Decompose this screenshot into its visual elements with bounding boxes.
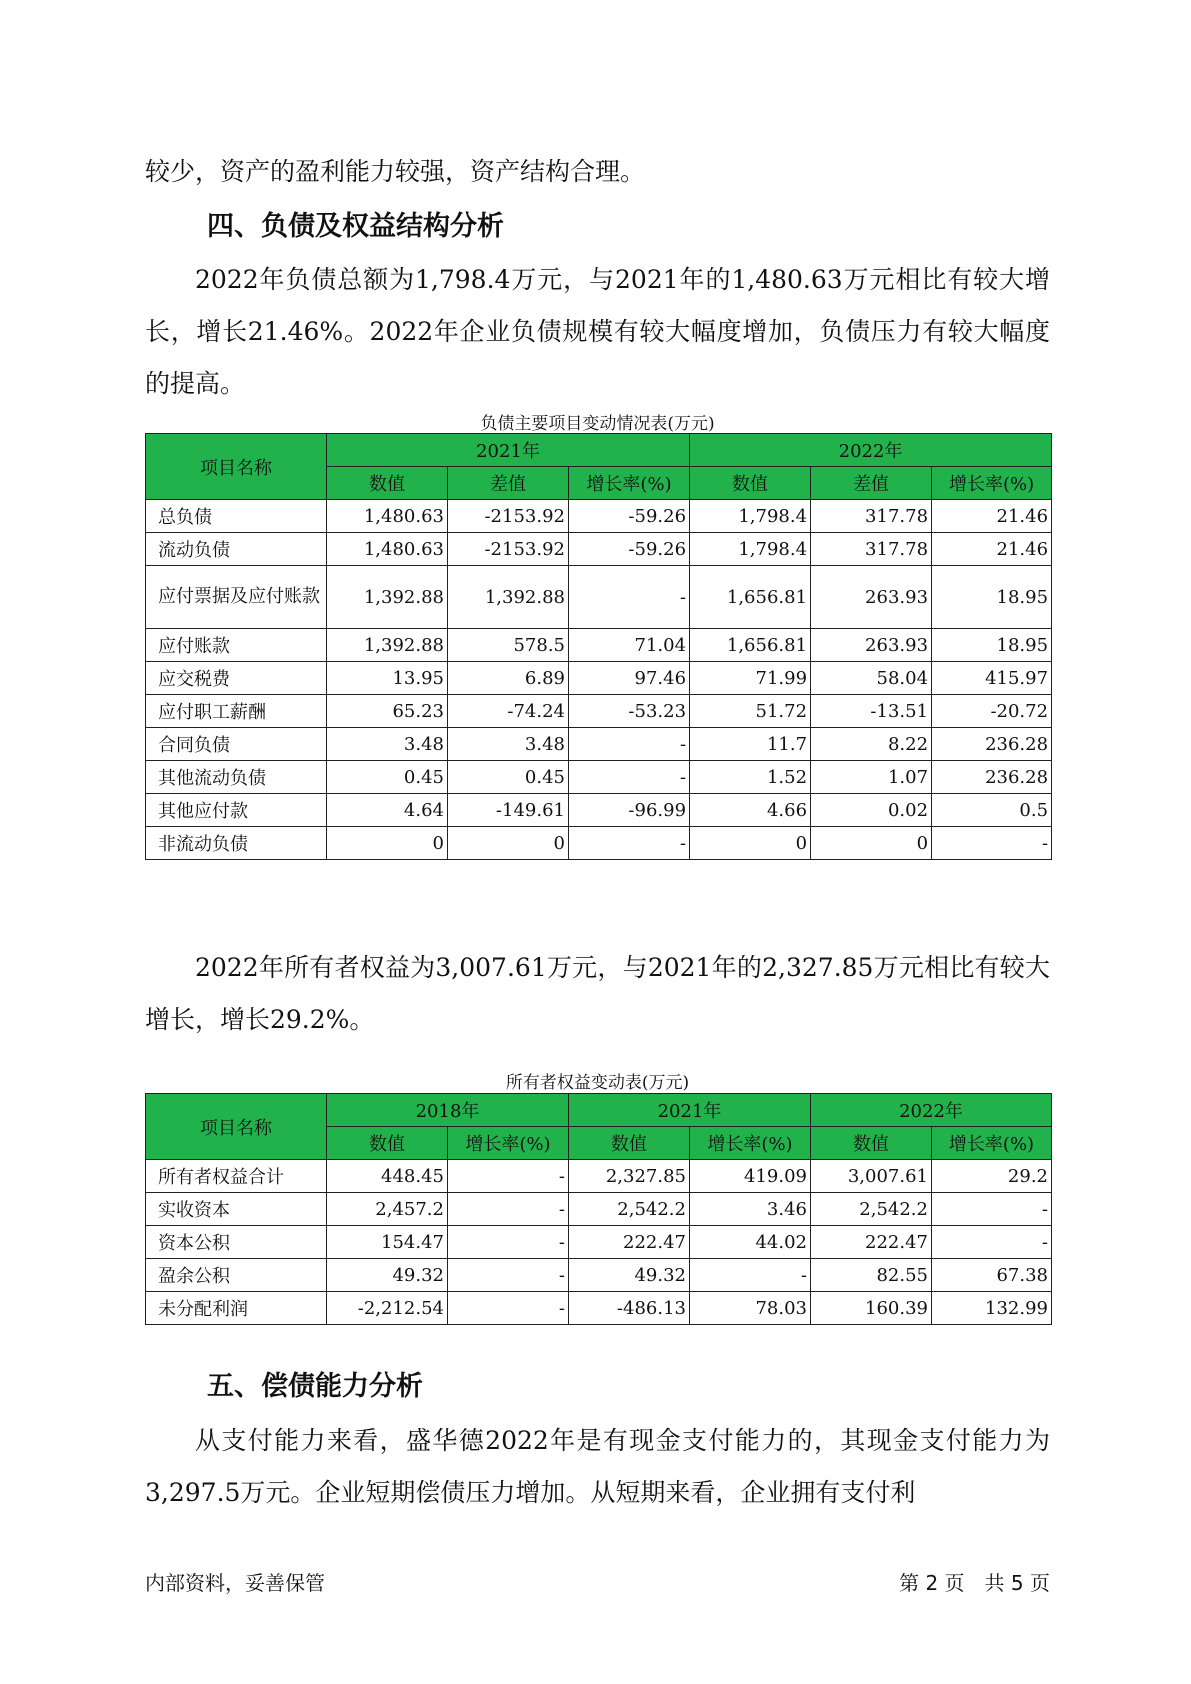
- table-row: [146, 728, 1052, 761]
- table-row: [146, 1259, 1052, 1292]
- table-row: [146, 629, 1052, 662]
- table-cell: 1,656.81: [690, 566, 811, 629]
- table-cell: 0.45: [448, 761, 569, 794]
- table-cell: 67.38: [932, 1259, 1052, 1292]
- table-cell: 132.99: [932, 1292, 1052, 1325]
- equity-table: [145, 1093, 1052, 1325]
- table1-name-header: 项目名称: [146, 434, 327, 500]
- row-label: 盈余公积: [146, 1259, 327, 1292]
- table-cell: 82.55: [811, 1259, 932, 1292]
- table-row: [146, 1226, 1052, 1259]
- table-cell: 222.47: [569, 1226, 690, 1259]
- table-cell: 11.7: [690, 728, 811, 761]
- row-label: 总负债: [146, 500, 327, 533]
- table1-year-header: 2022年: [690, 434, 1052, 467]
- table-row: [146, 1292, 1052, 1325]
- row-label: 所有者权益合计: [146, 1160, 327, 1193]
- footer-page-number: 第 2 页 共 5 页: [899, 1571, 1050, 1595]
- table2-sub-header: 增长率(%): [690, 1127, 811, 1160]
- table2-sub-header: 数值: [569, 1127, 690, 1160]
- row-label: 合同负债: [146, 728, 327, 761]
- table-cell: 1,480.63: [327, 500, 448, 533]
- table-cell: -: [932, 1226, 1052, 1259]
- table2-sub-header: 数值: [811, 1127, 932, 1160]
- table-cell: 18.95: [932, 629, 1052, 662]
- paragraph-intro: 较少，资产的盈利能力较强，资产结构合理。: [145, 157, 646, 186]
- table-cell: -2,212.54: [327, 1292, 448, 1325]
- row-label: 应付票据及应付账款: [146, 566, 327, 629]
- table-cell: -: [448, 1259, 569, 1292]
- table-row: [146, 695, 1052, 728]
- table-cell: -: [448, 1160, 569, 1193]
- table-cell: 578.5: [448, 629, 569, 662]
- table-cell: 8.22: [811, 728, 932, 761]
- table-cell: 0.45: [327, 761, 448, 794]
- table-cell: -: [569, 761, 690, 794]
- table-cell: 1,392.88: [448, 566, 569, 629]
- table-row: [146, 761, 1052, 794]
- table-cell: -149.61: [448, 794, 569, 827]
- table-cell: 3,007.61: [811, 1160, 932, 1193]
- table-cell: -2153.92: [448, 500, 569, 533]
- table-cell: 18.95: [932, 566, 1052, 629]
- table1-caption: 负债主要项目变动情况表(万元): [480, 414, 715, 434]
- table2-caption: 所有者权益变动表(万元): [505, 1073, 690, 1093]
- table2-name-header: 项目名称: [146, 1094, 327, 1160]
- table-cell: 21.46: [932, 500, 1052, 533]
- table-cell: 29.2: [932, 1160, 1052, 1193]
- table-cell: 2,327.85: [569, 1160, 690, 1193]
- paragraph-solvency: 从支付能力来看，盛华德2022年是有现金支付能力的，其现金支付能力为3,297.5万元。企业短期偿债压力增加。从短期来看，企业拥有支付利: [145, 1426, 1050, 1507]
- table-cell: 44.02: [690, 1226, 811, 1259]
- table-cell: 448.45: [327, 1160, 448, 1193]
- table-cell: -: [932, 827, 1052, 860]
- table-cell: 236.28: [932, 728, 1052, 761]
- table-cell: 1.52: [690, 761, 811, 794]
- table2-year-header: 2022年: [811, 1094, 1052, 1127]
- table-cell: 1,656.81: [690, 629, 811, 662]
- table-row: [146, 1193, 1052, 1226]
- table2-sub-header: 增长率(%): [448, 1127, 569, 1160]
- table-cell: 0.02: [811, 794, 932, 827]
- table-cell: -59.26: [569, 533, 690, 566]
- table-row: [146, 827, 1052, 860]
- table1-sub-header: 数值: [327, 467, 448, 500]
- footer-confidential: 内部资料，妥善保管: [145, 1571, 325, 1595]
- table-cell: 1,392.88: [327, 566, 448, 629]
- row-label: 其他流动负债: [146, 761, 327, 794]
- table1-sub-header: 增长率(%): [932, 467, 1052, 500]
- section-heading-solvency: 五、偿债能力分析: [207, 1371, 423, 1402]
- row-label: 应交税费: [146, 662, 327, 695]
- row-label: 未分配利润: [146, 1292, 327, 1325]
- table-cell: -13.51: [811, 695, 932, 728]
- row-label: 其他应付款: [146, 794, 327, 827]
- table-cell: 58.04: [811, 662, 932, 695]
- table-cell: 4.66: [690, 794, 811, 827]
- table-cell: 1,798.4: [690, 533, 811, 566]
- table-cell: -: [569, 827, 690, 860]
- table-cell: 0: [327, 827, 448, 860]
- table2-sub-header: 增长率(%): [932, 1127, 1052, 1160]
- row-label: 非流动负债: [146, 827, 327, 860]
- table-cell: 263.93: [811, 629, 932, 662]
- table-cell: -: [569, 728, 690, 761]
- table-row: [146, 500, 1052, 533]
- table-cell: 2,542.2: [811, 1193, 932, 1226]
- table-cell: -: [448, 1292, 569, 1325]
- table-cell: -: [569, 566, 690, 629]
- table-cell: 1,480.63: [327, 533, 448, 566]
- table-cell: -: [690, 1259, 811, 1292]
- table1-year-header: 2021年: [327, 434, 690, 467]
- table-row: [146, 794, 1052, 827]
- table-cell: 2,457.2: [327, 1193, 448, 1226]
- table-row: [146, 1160, 1052, 1193]
- paragraph-equity: 2022年所有者权益为3,007.61万元，与2021年的2,327.85万元相比有较大增长，增长29.2%。: [145, 953, 1050, 1034]
- table1-sub-header: 数值: [690, 467, 811, 500]
- table-cell: 415.97: [932, 662, 1052, 695]
- table-cell: 419.09: [690, 1160, 811, 1193]
- table-cell: 0.5: [932, 794, 1052, 827]
- table-cell: 4.64: [327, 794, 448, 827]
- table-cell: 49.32: [327, 1259, 448, 1292]
- table-cell: 236.28: [932, 761, 1052, 794]
- table-cell: 0: [448, 827, 569, 860]
- table-cell: 71.99: [690, 662, 811, 695]
- table-row: [146, 533, 1052, 566]
- table1-sub-header: 差值: [811, 467, 932, 500]
- table-cell: -96.99: [569, 794, 690, 827]
- table-cell: 78.03: [690, 1292, 811, 1325]
- table-cell: 317.78: [811, 533, 932, 566]
- table-cell: 1,392.88: [327, 629, 448, 662]
- table-cell: -53.23: [569, 695, 690, 728]
- table-cell: 71.04: [569, 629, 690, 662]
- table-cell: 21.46: [932, 533, 1052, 566]
- row-label: 实收资本: [146, 1193, 327, 1226]
- table-cell: 263.93: [811, 566, 932, 629]
- table1-sub-header: 差值: [448, 467, 569, 500]
- row-label: 流动负债: [146, 533, 327, 566]
- table-cell: -486.13: [569, 1292, 690, 1325]
- table-cell: 51.72: [690, 695, 811, 728]
- liabilities-table: [145, 433, 1052, 860]
- table-cell: 3.46: [690, 1193, 811, 1226]
- table2-year-header: 2018年: [327, 1094, 569, 1127]
- table-cell: -74.24: [448, 695, 569, 728]
- table-cell: 3.48: [327, 728, 448, 761]
- table-row: [146, 566, 1052, 629]
- table-row: [146, 662, 1052, 695]
- table-cell: 154.47: [327, 1226, 448, 1259]
- table-cell: 97.46: [569, 662, 690, 695]
- table2-year-header: 2021年: [569, 1094, 811, 1127]
- table-cell: -: [448, 1226, 569, 1259]
- table-cell: 6.89: [448, 662, 569, 695]
- table-cell: -: [932, 1193, 1052, 1226]
- table-cell: -20.72: [932, 695, 1052, 728]
- table-cell: 222.47: [811, 1226, 932, 1259]
- table-cell: -2153.92: [448, 533, 569, 566]
- table-cell: 13.95: [327, 662, 448, 695]
- row-label: 应付账款: [146, 629, 327, 662]
- table-cell: 3.48: [448, 728, 569, 761]
- table-cell: -59.26: [569, 500, 690, 533]
- table-cell: 1.07: [811, 761, 932, 794]
- table-cell: 0: [811, 827, 932, 860]
- table-cell: 317.78: [811, 500, 932, 533]
- table-cell: 2,542.2: [569, 1193, 690, 1226]
- table2-sub-header: 数值: [327, 1127, 448, 1160]
- table-cell: 49.32: [569, 1259, 690, 1292]
- table-cell: 1,798.4: [690, 500, 811, 533]
- table-cell: 65.23: [327, 695, 448, 728]
- paragraph-liabilities: 2022年负债总额为1,798.4万元，与2021年的1,480.63万元相比有较大增长，增长21.46%。2022年企业负债规模有较大幅度增加，负债压力有较大幅度的提高。: [145, 265, 1050, 398]
- section-heading-liabilities: 四、负债及权益结构分析: [207, 211, 504, 242]
- row-label: 应付职工薪酬: [146, 695, 327, 728]
- row-label: 资本公积: [146, 1226, 327, 1259]
- table-cell: 160.39: [811, 1292, 932, 1325]
- table1-sub-header: 增长率(%): [569, 467, 690, 500]
- table-cell: -: [448, 1193, 569, 1226]
- table-cell: 0: [690, 827, 811, 860]
